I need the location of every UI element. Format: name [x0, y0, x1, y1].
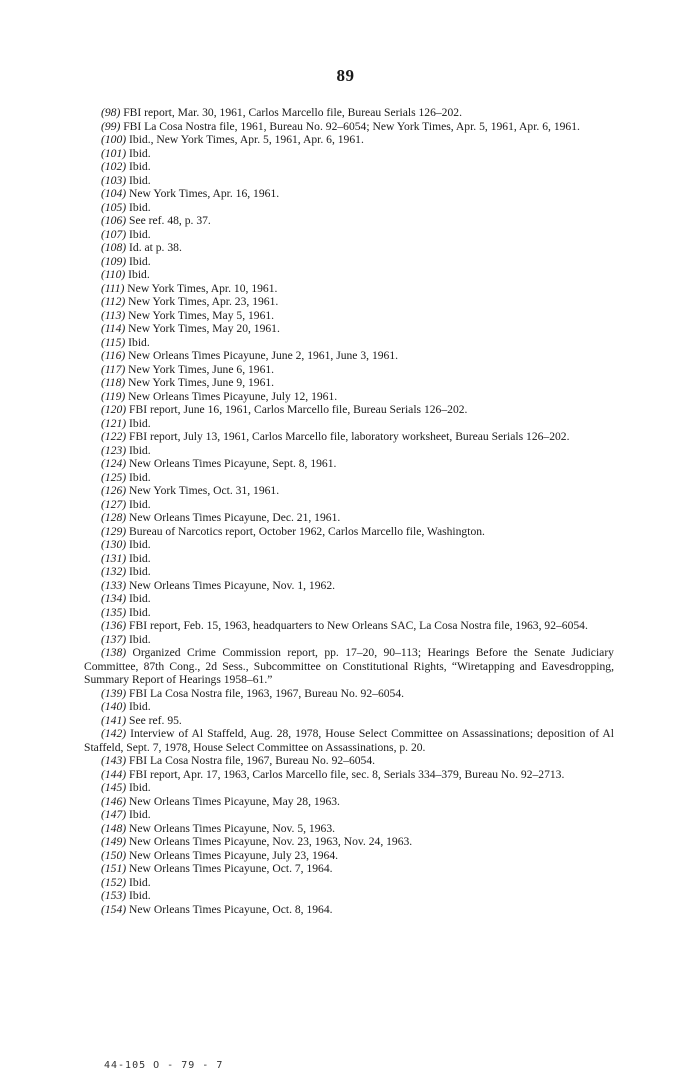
- note-number: (119): [101, 389, 126, 403]
- note-text: New York Times, June 6, 1961.: [128, 362, 275, 376]
- note-number: (148): [101, 821, 127, 835]
- reference-note: [84, 781, 614, 795]
- note-number: (100): [101, 133, 127, 146]
- reference-note: [84, 295, 614, 309]
- reference-note: [84, 889, 614, 903]
- note-text: Organized Crime Commission report, pp. 17–20, 90–113; Hearings Before the Senate Judiciary Committee, 87th Cong., 2d Sess., Subcommittee on Constitutional Rights, “Wiretapping and Eavesdropping, Summary Report of Hearings 1958–61.”: [84, 646, 614, 686]
- note-number: (152): [101, 875, 127, 889]
- note-text: Ibid.: [128, 268, 150, 281]
- reference-note: [84, 511, 614, 525]
- note-text: New Orleans Times Picayune, Nov. 1, 1962.: [129, 578, 336, 592]
- reference-note: [84, 633, 614, 647]
- note-number: (133): [101, 578, 127, 592]
- note-text: Ibid.: [129, 173, 151, 187]
- note-number: (112): [101, 295, 126, 308]
- reference-note: [84, 444, 614, 458]
- note-text: Ibid.: [129, 565, 151, 578]
- reference-note: [84, 795, 614, 809]
- note-number: (102): [101, 160, 127, 173]
- note-number: (106): [101, 214, 127, 227]
- note-number: (132): [101, 565, 127, 578]
- note-number: (131): [101, 551, 127, 565]
- note-text: Bureau of Narcotics report, October 1962, Carlos Marcello file, Washington.: [129, 524, 485, 538]
- note-text: New York Times, Apr. 23, 1961.: [128, 295, 279, 308]
- note-number: (113): [101, 308, 126, 322]
- reference-note: [84, 876, 614, 890]
- note-number: (101): [101, 146, 127, 160]
- reference-note: [84, 687, 614, 701]
- note-text: New York Times, May 20, 1961.: [128, 322, 280, 335]
- reference-note: [84, 606, 614, 620]
- note-text: See ref. 95.: [129, 713, 182, 727]
- reference-note: [84, 349, 614, 363]
- note-text: Ibid.: [129, 497, 151, 511]
- reference-note: [84, 768, 614, 782]
- note-number: (116): [101, 349, 126, 362]
- reference-note: [84, 390, 614, 404]
- note-text: Ibid.: [129, 416, 151, 430]
- note-number: (140): [101, 700, 127, 713]
- reference-note: [84, 106, 614, 120]
- reference-note: [84, 255, 614, 269]
- note-text: See ref. 48, p. 37.: [129, 214, 211, 227]
- note-text: New Orleans Times Picayune, May 28, 1963.: [129, 794, 340, 808]
- note-number: (110): [101, 268, 126, 281]
- note-text: New York Times, Apr. 16, 1961.: [129, 187, 280, 200]
- note-text: Interview of Al Staffeld, Aug. 28, 1978, House Select Committee on Assassinations; deposition of Al Staffeld, Sept. 7, 1978, House Select Committee on Assassinations, p. 20.: [84, 727, 614, 754]
- note-number: (124): [101, 457, 127, 470]
- note-text: Ibid.: [129, 808, 151, 821]
- reference-note: [84, 309, 614, 323]
- reference-note: [84, 849, 614, 863]
- reference-note: [84, 714, 614, 728]
- reference-note: [84, 646, 614, 687]
- reference-note: [84, 835, 614, 849]
- note-number: (99): [101, 119, 121, 133]
- note-number: (153): [101, 889, 127, 902]
- reference-note: [84, 903, 614, 917]
- reference-note: [84, 430, 614, 444]
- note-number: (154): [101, 902, 127, 916]
- reference-note: [84, 498, 614, 512]
- note-number: (143): [101, 754, 127, 767]
- reference-note: [84, 322, 614, 336]
- reference-note: [84, 228, 614, 242]
- note-text: Ibid.: [129, 146, 151, 160]
- reference-note: [84, 174, 614, 188]
- note-number: (147): [101, 808, 127, 821]
- reference-note: [84, 700, 614, 714]
- note-text: Ibid.: [129, 227, 151, 241]
- note-text: New Orleans Times Picayune, Oct. 8, 1964.: [129, 902, 333, 916]
- note-text: Ibid.: [129, 781, 151, 794]
- note-number: (103): [101, 173, 127, 187]
- note-text: FBI report, Mar. 30, 1961, Carlos Marcello file, Bureau Serials 126–202.: [123, 106, 462, 119]
- note-number: (141): [101, 713, 127, 727]
- note-text: FBI report, Feb. 15, 1963, headquarters to New Orleans SAC, La Cosa Nostra file, 1963, 92–6054.: [129, 619, 588, 632]
- note-text: Ibid.: [129, 254, 151, 268]
- note-text: New Orleans Times Picayune, July 23, 1964.: [129, 848, 339, 862]
- note-text: Ibid.: [129, 592, 151, 605]
- note-text: FBI La Cosa Nostra file, 1963, 1967, Bureau No. 92–6054.: [129, 686, 405, 700]
- reference-note: [84, 727, 614, 754]
- note-number: (117): [101, 362, 126, 376]
- note-number: (122): [101, 430, 127, 443]
- note-number: (121): [101, 416, 127, 430]
- note-text: Ibid.: [129, 700, 151, 713]
- note-text: Ibid.: [129, 889, 151, 902]
- reference-note: [84, 214, 614, 228]
- note-text: Ibid.: [129, 160, 151, 173]
- note-text: New York Times, June 9, 1961.: [128, 376, 275, 389]
- reference-note: [84, 147, 614, 161]
- note-text: Ibid.: [129, 200, 151, 214]
- note-text: New Orleans Times Picayune, Oct. 7, 1964.: [129, 862, 333, 875]
- reference-note: [84, 336, 614, 350]
- note-text: FBI report, July 13, 1961, Carlos Marcello file, laboratory worksheet, Bureau Serials 126–202.: [129, 430, 570, 443]
- reference-note: [84, 201, 614, 215]
- note-text: Ibid.: [128, 335, 150, 349]
- note-text: New Orleans Times Picayune, June 2, 1961, June 3, 1961.: [128, 349, 399, 362]
- note-text: Ibid.: [129, 538, 151, 551]
- reference-note: [84, 241, 614, 255]
- page-number: 89: [336, 66, 355, 85]
- note-number: (127): [101, 497, 127, 511]
- reference-note: [84, 592, 614, 606]
- reference-note: [84, 754, 614, 768]
- note-number: (138): [101, 646, 127, 659]
- reference-note: [84, 403, 614, 417]
- note-text: Id. at p. 38.: [129, 241, 182, 254]
- reference-note: [84, 525, 614, 539]
- note-number: (130): [101, 538, 127, 551]
- note-text: FBI report, June 16, 1961, Carlos Marcello file, Bureau Serials 126–202.: [129, 403, 468, 416]
- note-number: (109): [101, 254, 127, 268]
- note-number: (118): [101, 376, 126, 389]
- reference-note: [84, 282, 614, 296]
- note-text: New Orleans Times Picayune, Nov. 5, 1963.: [129, 821, 336, 835]
- note-text: New York Times, Oct. 31, 1961.: [129, 484, 280, 497]
- note-text: Ibid.: [129, 632, 151, 646]
- note-text: New Orleans Times Picayune, Sept. 8, 1961.: [129, 457, 337, 470]
- note-number: (151): [101, 862, 127, 875]
- note-number: (145): [101, 781, 127, 794]
- note-text: New Orleans Times Picayune, Dec. 21, 1961.: [129, 511, 341, 524]
- note-number: (98): [101, 106, 121, 119]
- note-text: Ibid., New York Times, Apr. 5, 1961, Apr. 6, 1961.: [129, 133, 364, 146]
- note-text: New York Times, Apr. 10, 1961.: [127, 281, 278, 295]
- note-number: (108): [101, 241, 127, 254]
- note-number: (136): [101, 619, 127, 632]
- reference-note: [84, 808, 614, 822]
- note-number: (146): [101, 794, 127, 808]
- note-number: (135): [101, 605, 127, 619]
- note-number: (111): [101, 281, 125, 295]
- note-number: (107): [101, 227, 127, 241]
- reference-note: [84, 120, 614, 134]
- note-number: (104): [101, 187, 127, 200]
- reference-note: [84, 376, 614, 390]
- reference-note: [84, 862, 614, 876]
- reference-note: [84, 619, 614, 633]
- reference-note: [84, 484, 614, 498]
- note-number: (115): [101, 335, 126, 349]
- note-text: FBI La Cosa Nostra file, 1961, Bureau No. 92–6054; New York Times, Apr. 5, 1961, Apr. 6, 1961.: [123, 119, 580, 133]
- note-text: Ibid.: [129, 605, 151, 619]
- note-number: (120): [101, 403, 127, 416]
- note-number: (134): [101, 592, 127, 605]
- reference-note: [84, 457, 614, 471]
- note-text: FBI La Cosa Nostra file, 1967, Bureau No. 92–6054.: [129, 754, 376, 767]
- note-text: New Orleans Times Picayune, July 12, 1961.: [128, 389, 338, 403]
- reference-note: [84, 552, 614, 566]
- reference-note: [84, 160, 614, 174]
- reference-note: [84, 579, 614, 593]
- reference-note: [84, 187, 614, 201]
- note-number: (150): [101, 848, 127, 862]
- note-number: (139): [101, 686, 127, 700]
- note-number: (129): [101, 524, 127, 538]
- note-number: (144): [101, 767, 127, 781]
- reference-note: [84, 822, 614, 836]
- note-text: Ibid.: [129, 470, 151, 484]
- reference-note: [84, 471, 614, 485]
- reference-note: [84, 565, 614, 579]
- note-number: (123): [101, 443, 127, 457]
- note-number: (105): [101, 200, 127, 214]
- note-number: (149): [101, 835, 127, 848]
- reference-note: [84, 538, 614, 552]
- note-text: Ibid.: [129, 443, 151, 457]
- print-footer: 44-105 O - 79 - 7: [104, 1060, 224, 1071]
- reference-notes-list: [84, 106, 614, 916]
- note-number: (128): [101, 511, 127, 524]
- note-number: (126): [101, 484, 127, 497]
- note-number: (125): [101, 470, 127, 484]
- note-number: (114): [101, 322, 126, 335]
- reference-note: [84, 417, 614, 431]
- note-number: (137): [101, 632, 127, 646]
- reference-note: [84, 133, 614, 147]
- note-text: FBI report, Apr. 17, 1963, Carlos Marcello file, sec. 8, Serials 334–379, Bureau No. 92–2713.: [129, 767, 565, 781]
- note-text: New Orleans Times Picayune, Nov. 23, 1963, Nov. 24, 1963.: [129, 835, 413, 848]
- note-text: Ibid.: [129, 551, 151, 565]
- reference-note: [84, 363, 614, 377]
- note-text: Ibid.: [129, 875, 151, 889]
- reference-note: [84, 268, 614, 282]
- note-number: (142): [101, 727, 127, 740]
- note-text: New York Times, May 5, 1961.: [128, 308, 275, 322]
